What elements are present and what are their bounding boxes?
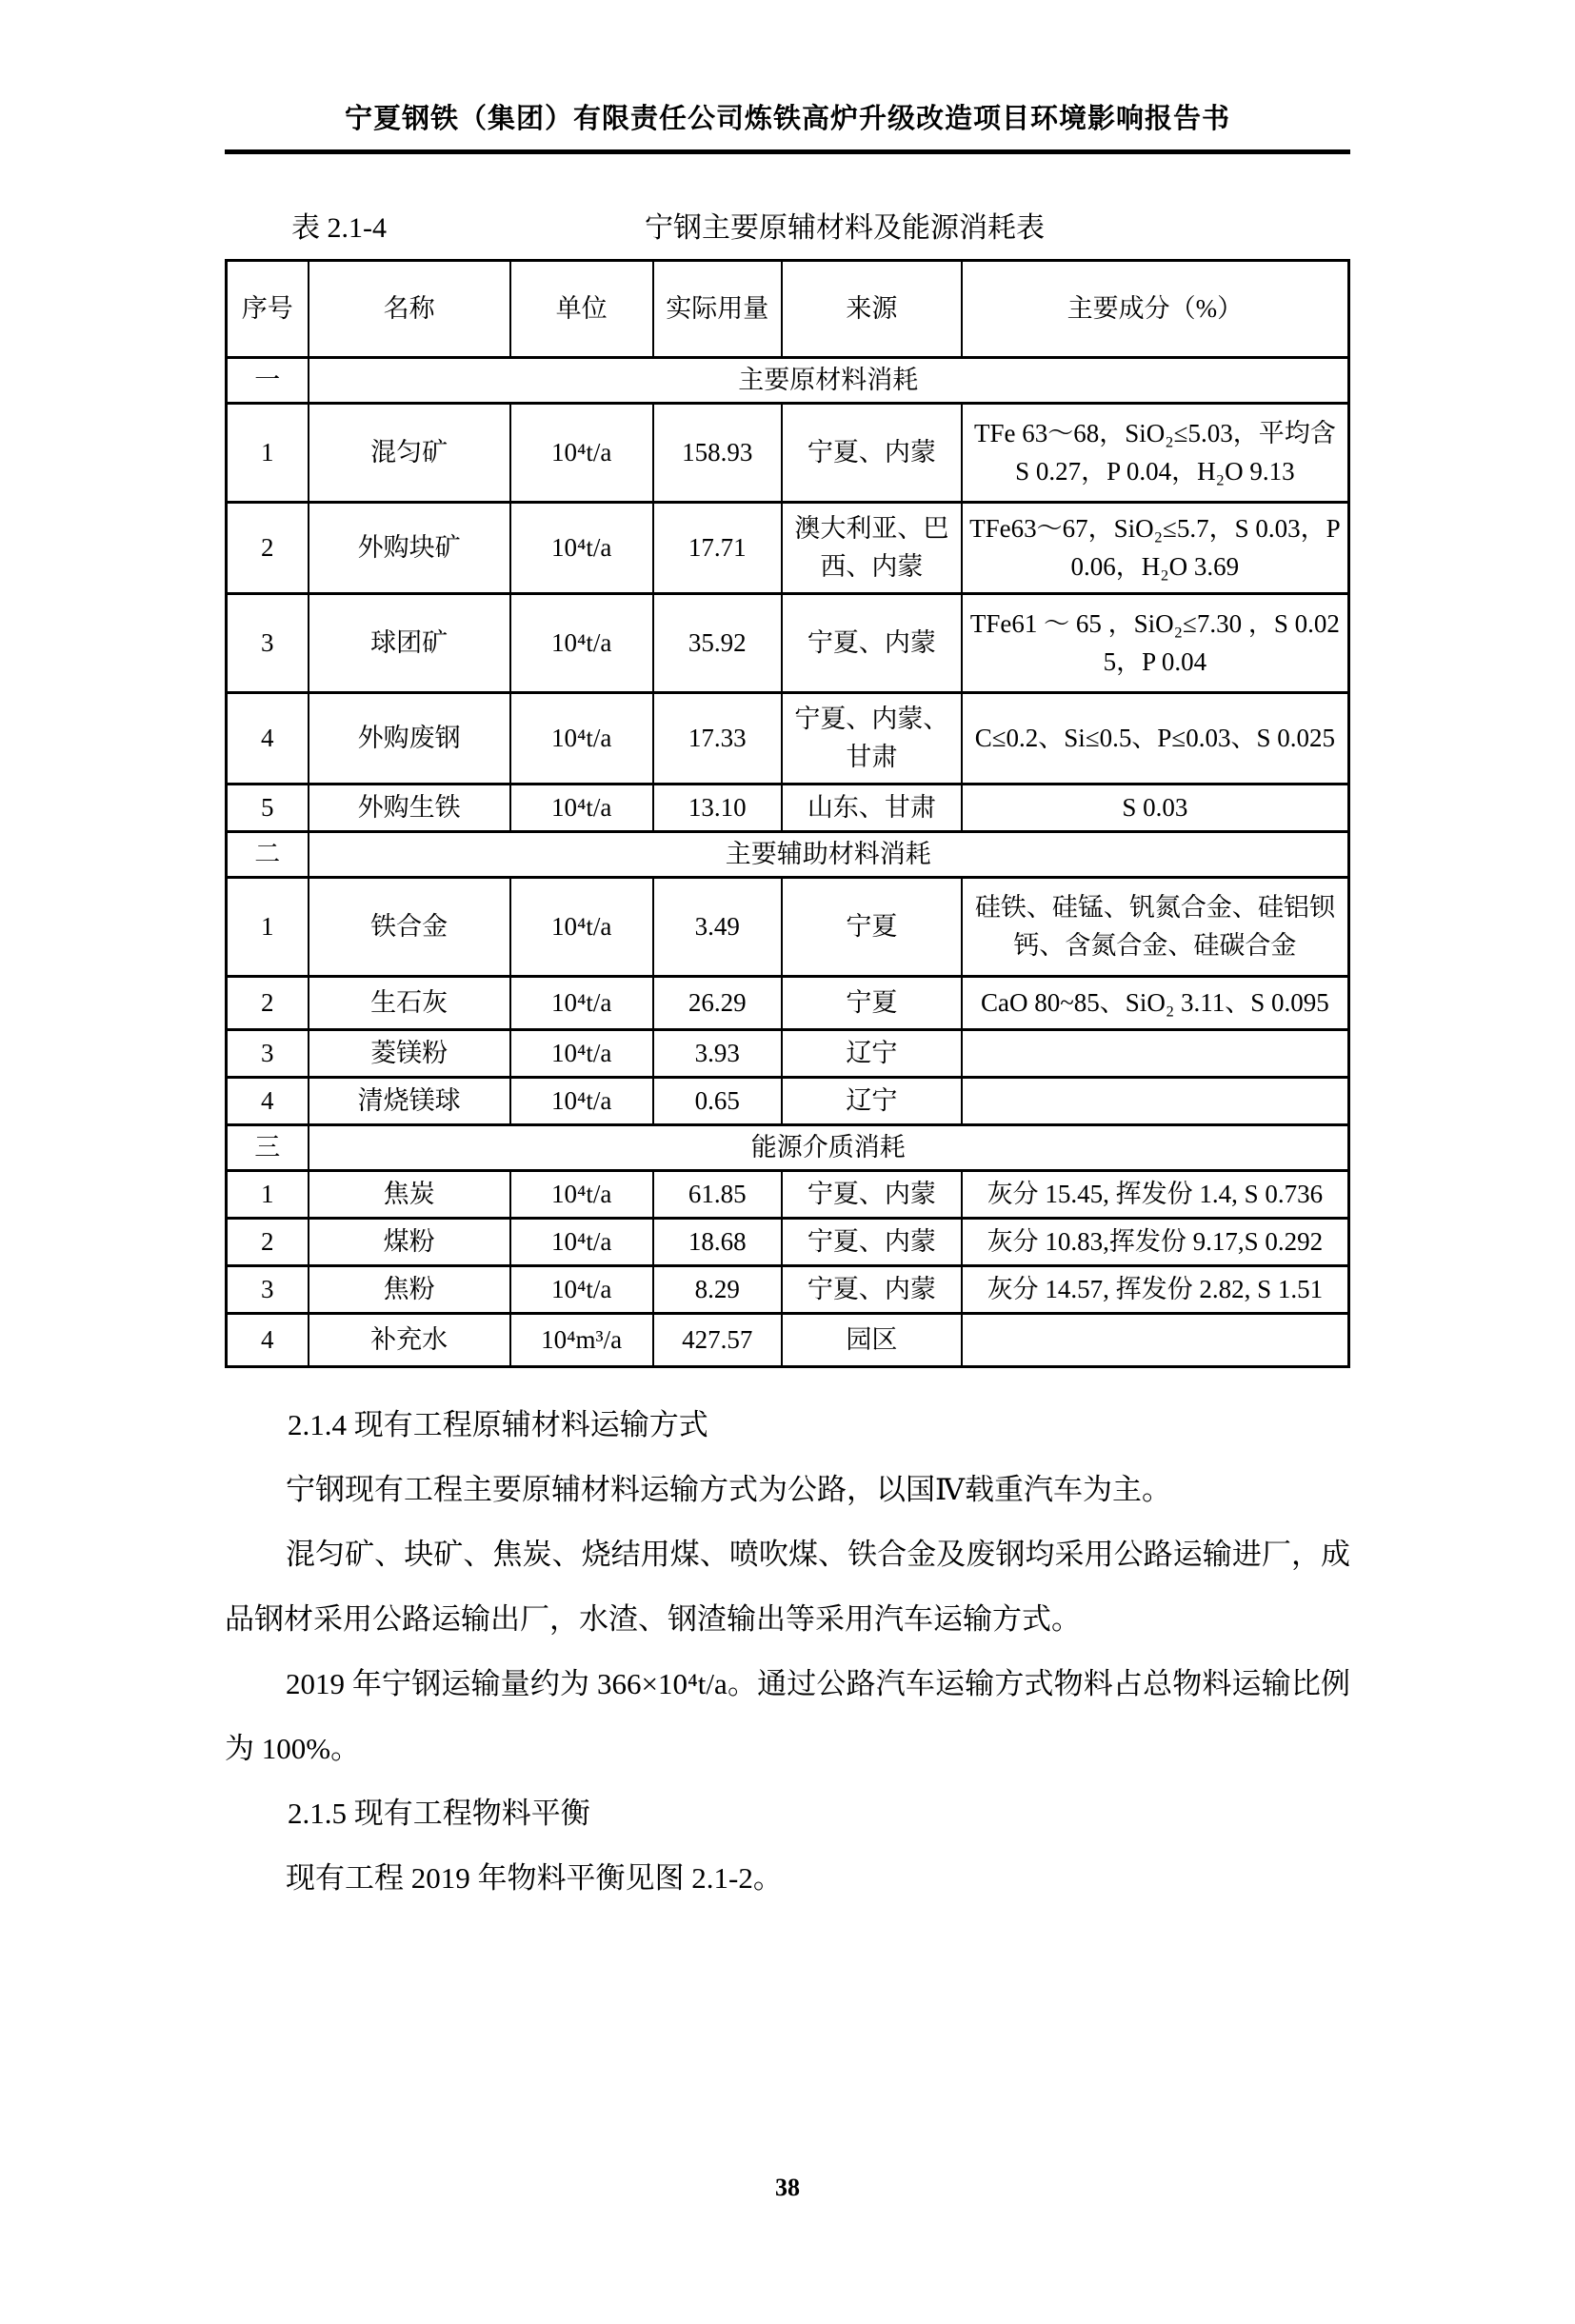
cell-amount: 26.29 <box>653 977 783 1030</box>
col-header-amount: 实际用量 <box>653 261 783 358</box>
body-text <box>225 1393 1350 1911</box>
cell-unit: 10⁴t/a <box>510 1078 653 1125</box>
cell-unit: 10⁴t/a <box>510 878 653 977</box>
col-header-name: 名称 <box>309 261 510 358</box>
cell-name: 外购块矿 <box>309 503 510 594</box>
cell-no: 1 <box>227 1171 309 1219</box>
cell-no: 4 <box>227 1314 309 1367</box>
section-no: 三 <box>227 1125 309 1171</box>
cell-name: 铁合金 <box>309 878 510 977</box>
cell-name: 生石灰 <box>309 977 510 1030</box>
cell-no: 3 <box>227 594 309 693</box>
col-header-composition: 主要成分（%） <box>962 261 1349 358</box>
table-row <box>227 404 1349 503</box>
cell-composition: 灰分 15.45, 挥发份 1.4, S 0.736 <box>962 1171 1349 1219</box>
cell-source: 宁夏、内蒙、甘肃 <box>782 693 962 785</box>
cell-no: 2 <box>227 503 309 594</box>
cell-composition: 硅铁、硅锰、钒氮合金、硅铝钡钙、含氮合金、硅碳合金 <box>962 878 1349 977</box>
table-caption-label: 表 2.1-4 <box>291 212 387 244</box>
section-row <box>227 358 1349 404</box>
table-row <box>227 878 1349 977</box>
cell-amount: 158.93 <box>653 404 783 503</box>
cell-unit: 10⁴t/a <box>510 503 653 594</box>
cell-no: 3 <box>227 1030 309 1078</box>
cell-composition: TFe 63～68，SiO₂≤5.03，平均含 S 0.27，P 0.04，H₂O 9.13 <box>962 404 1349 503</box>
cell-name: 焦炭 <box>309 1171 510 1219</box>
cell-amount: 3.93 <box>653 1030 783 1078</box>
cell-source: 宁夏、内蒙 <box>782 404 962 503</box>
cell-name: 外购生铁 <box>309 785 510 832</box>
cell-name: 球团矿 <box>309 594 510 693</box>
section-row <box>227 1125 1349 1171</box>
table-row <box>227 1266 1349 1314</box>
cell-name: 菱镁粉 <box>309 1030 510 1078</box>
cell-amount: 8.29 <box>653 1266 783 1314</box>
cell-amount: 61.85 <box>653 1171 783 1219</box>
table-row <box>227 1219 1349 1266</box>
cell-composition: 灰分 10.83,挥发份 9.17,S 0.292 <box>962 1219 1349 1266</box>
cell-amount: 18.68 <box>653 1219 783 1266</box>
cell-amount: 17.71 <box>653 503 783 594</box>
table-row <box>227 785 1349 832</box>
cell-name: 煤粉 <box>309 1219 510 1266</box>
cell-composition: TFe61 ～ 65 ，SiO₂≤7.30 ，S 0.025，P 0.04 <box>962 594 1349 693</box>
section-row <box>227 832 1349 878</box>
cell-source: 园区 <box>782 1314 962 1367</box>
document-header-title: 宁夏钢铁（集团）有限责任公司炼铁高炉升级改造项目环境影响报告书 <box>344 104 1230 134</box>
cell-source: 宁夏、内蒙 <box>782 594 962 693</box>
cell-no: 2 <box>227 977 309 1030</box>
table-row <box>227 1078 1349 1125</box>
paragraph-material-balance: 现有工程 2019 年物料平衡见图 2.1-2。 <box>286 1861 783 1895</box>
col-header-source: 来源 <box>782 261 962 358</box>
heading-2-1-5: 2.1.5 现有工程物料平衡 <box>288 1797 590 1830</box>
cell-name: 混匀矿 <box>309 404 510 503</box>
cell-source: 宁夏、内蒙 <box>782 1219 962 1266</box>
cell-source: 辽宁 <box>782 1030 962 1078</box>
table-header-row <box>227 261 1349 358</box>
cell-source: 宁夏 <box>782 977 962 1030</box>
cell-no: 4 <box>227 693 309 785</box>
cell-composition: S 0.03 <box>962 785 1349 832</box>
cell-source: 山东、甘肃 <box>782 785 962 832</box>
cell-amount: 13.10 <box>653 785 783 832</box>
cell-no: 4 <box>227 1078 309 1125</box>
cell-unit: 10⁴t/a <box>510 785 653 832</box>
cell-unit: 10⁴t/a <box>510 1171 653 1219</box>
table-row <box>227 594 1349 693</box>
section-title: 能源介质消耗 <box>309 1125 1349 1171</box>
cell-name: 补充水 <box>309 1314 510 1367</box>
cell-name: 外购废钢 <box>309 693 510 785</box>
section-no: 一 <box>227 358 309 404</box>
cell-unit: 10⁴t/a <box>510 1030 653 1078</box>
cell-amount: 35.92 <box>653 594 783 693</box>
cell-unit: 10⁴t/a <box>510 977 653 1030</box>
cell-no: 3 <box>227 1266 309 1314</box>
cell-unit: 10⁴t/a <box>510 1219 653 1266</box>
cell-source: 宁夏、内蒙 <box>782 1266 962 1314</box>
cell-unit: 10⁴t/a <box>510 404 653 503</box>
table-row <box>227 1171 1349 1219</box>
cell-unit: 10⁴t/a <box>510 693 653 785</box>
cell-composition: C≤0.2、Si≤0.5、P≤0.03、S 0.025 <box>962 693 1349 785</box>
table-caption-title: 宁钢主要原辅材料及能源消耗表 <box>645 212 1045 244</box>
cell-composition: 灰分 14.57, 挥发份 2.82, S 1.51 <box>962 1266 1349 1314</box>
cell-no: 1 <box>227 404 309 503</box>
cell-unit: 10⁴m³/a <box>510 1314 653 1367</box>
cell-name: 清烧镁球 <box>309 1078 510 1125</box>
page-number: 38 <box>775 2174 800 2201</box>
table-row <box>227 1030 1349 1078</box>
section-title: 主要原材料消耗 <box>309 358 1349 404</box>
section-title: 主要辅助材料消耗 <box>309 832 1349 878</box>
paragraph-transport-volume: 2019 年宁钢运输量约为 366×10⁴t/a。通过公路汽车运输方式物料占总物料运输比例为 100%。 <box>225 1667 1350 1765</box>
cell-no: 1 <box>227 878 309 977</box>
cell-amount: 3.49 <box>653 878 783 977</box>
cell-source: 辽宁 <box>782 1078 962 1125</box>
header-rule <box>225 149 1350 154</box>
page-content <box>225 97 1350 1911</box>
cell-composition <box>962 1078 1349 1125</box>
cell-unit: 10⁴t/a <box>510 1266 653 1314</box>
cell-composition: TFe63～67，SiO₂≤5.7，S 0.03，P 0.06，H₂O 3.69 <box>962 503 1349 594</box>
paragraph-materials-transport: 混匀矿、块矿、焦炭、烧结用煤、喷吹煤、铁合金及废钢均采用公路运输进厂，成品钢材采用公路运输出厂，水渣、钢渣输出等采用汽车运输方式。 <box>225 1538 1350 1636</box>
col-header-unit: 单位 <box>510 261 653 358</box>
cell-unit: 10⁴t/a <box>510 594 653 693</box>
paragraph-transport-mode: 宁钢现有工程主要原辅材料运输方式为公路，以国Ⅳ载重汽车为主。 <box>286 1473 1171 1506</box>
cell-no: 5 <box>227 785 309 832</box>
table-row <box>227 693 1349 785</box>
cell-name: 焦粉 <box>309 1266 510 1314</box>
cell-amount: 427.57 <box>653 1314 783 1367</box>
table-row <box>227 977 1349 1030</box>
heading-2-1-4: 2.1.4 现有工程原辅材料运输方式 <box>288 1408 708 1441</box>
table-row <box>227 1314 1349 1367</box>
cell-no: 2 <box>227 1219 309 1266</box>
cell-source: 澳大利亚、巴西、内蒙 <box>782 503 962 594</box>
cell-composition <box>962 1314 1349 1367</box>
cell-composition <box>962 1030 1349 1078</box>
cell-source: 宁夏 <box>782 878 962 977</box>
col-header-no: 序号 <box>227 261 309 358</box>
cell-amount: 17.33 <box>653 693 783 785</box>
cell-amount: 0.65 <box>653 1078 783 1125</box>
cell-composition: CaO 80~85、SiO₂ 3.11、S 0.095 <box>962 977 1349 1030</box>
materials-consumption-table <box>225 259 1350 1368</box>
cell-source: 宁夏、内蒙 <box>782 1171 962 1219</box>
table-row <box>227 503 1349 594</box>
section-no: 二 <box>227 832 309 878</box>
table-caption <box>225 204 1350 246</box>
